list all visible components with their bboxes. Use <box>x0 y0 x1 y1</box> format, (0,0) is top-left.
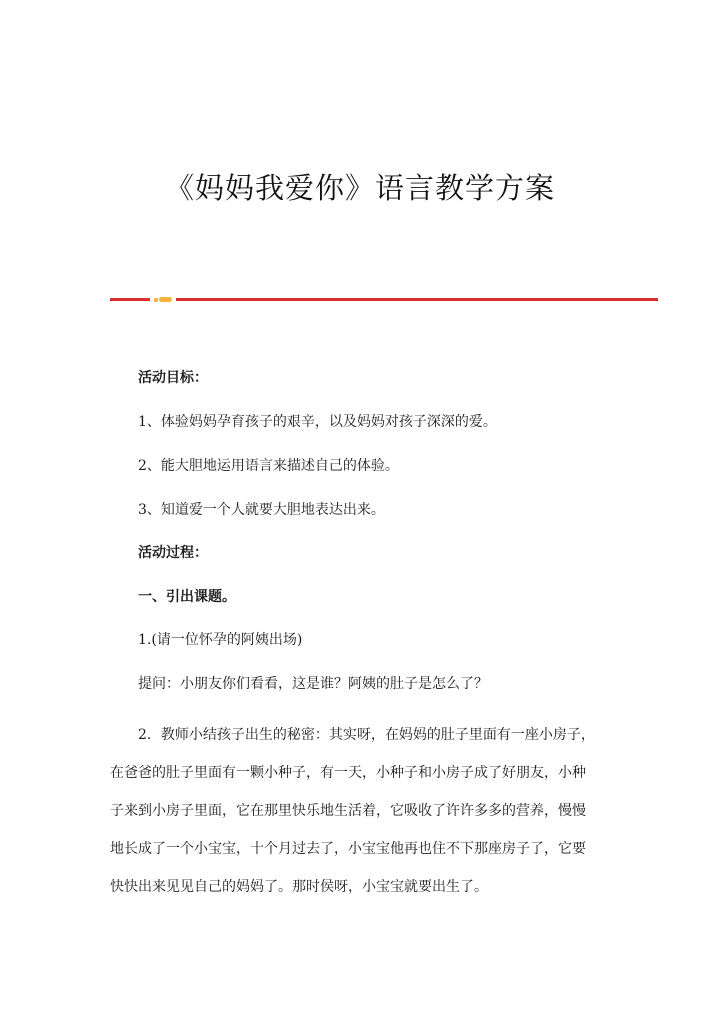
process-heading: 活动过程： <box>138 545 208 561</box>
goal-item-1: 1、体验妈妈孕育孩子的艰辛，以及妈妈对孩子深深的爱。 <box>138 414 497 430</box>
paragraph-line: 地长成了一个小宝宝，十个月过去了，小宝宝他再也住不下那座房子了，它要 <box>110 841 586 857</box>
title-divider <box>110 296 658 304</box>
goal-item-2: 2、能大胆地运用语言来描述自己的体验。 <box>138 458 399 474</box>
divider-red-right <box>176 298 658 301</box>
step1-question: 提问：小朋友你们看看，这是谁？阿姨的肚子是怎么了？ <box>138 676 488 692</box>
paragraph-line: 2．教师小结孩子出生的秘密：其实呀，在妈妈的肚子里面有一座小房子， <box>138 727 595 743</box>
paragraph-line: 在爸爸的肚子里面有一颗小种子，有一天，小种子和小房子成了好朋友，小种 <box>110 765 586 781</box>
paragraph-line: 子来到小房子里面，它在那里快乐地生活着，它吸收了许许多多的营养，慢慢 <box>110 803 586 819</box>
step1-heading: 一、引出课题。 <box>138 589 236 605</box>
divider-gold-dot <box>154 298 158 302</box>
paragraph-line: 快快出来见见自己的妈妈了。那时侯呀，小宝宝就要出生了。 <box>110 879 488 895</box>
divider-gold-pill <box>159 297 172 302</box>
goals-heading: 活动目标： <box>138 370 208 386</box>
goal-item-3: 3、知道爱一个人就要大胆地表达出来。 <box>138 502 385 518</box>
step1-item-1: 1.(请一位怀孕的阿姨出场) <box>138 632 303 648</box>
document-title: 《妈妈我爱你》语言教学方案 <box>164 171 555 205</box>
divider-red-left <box>110 298 150 301</box>
step1-item-2-paragraph <box>110 716 610 906</box>
